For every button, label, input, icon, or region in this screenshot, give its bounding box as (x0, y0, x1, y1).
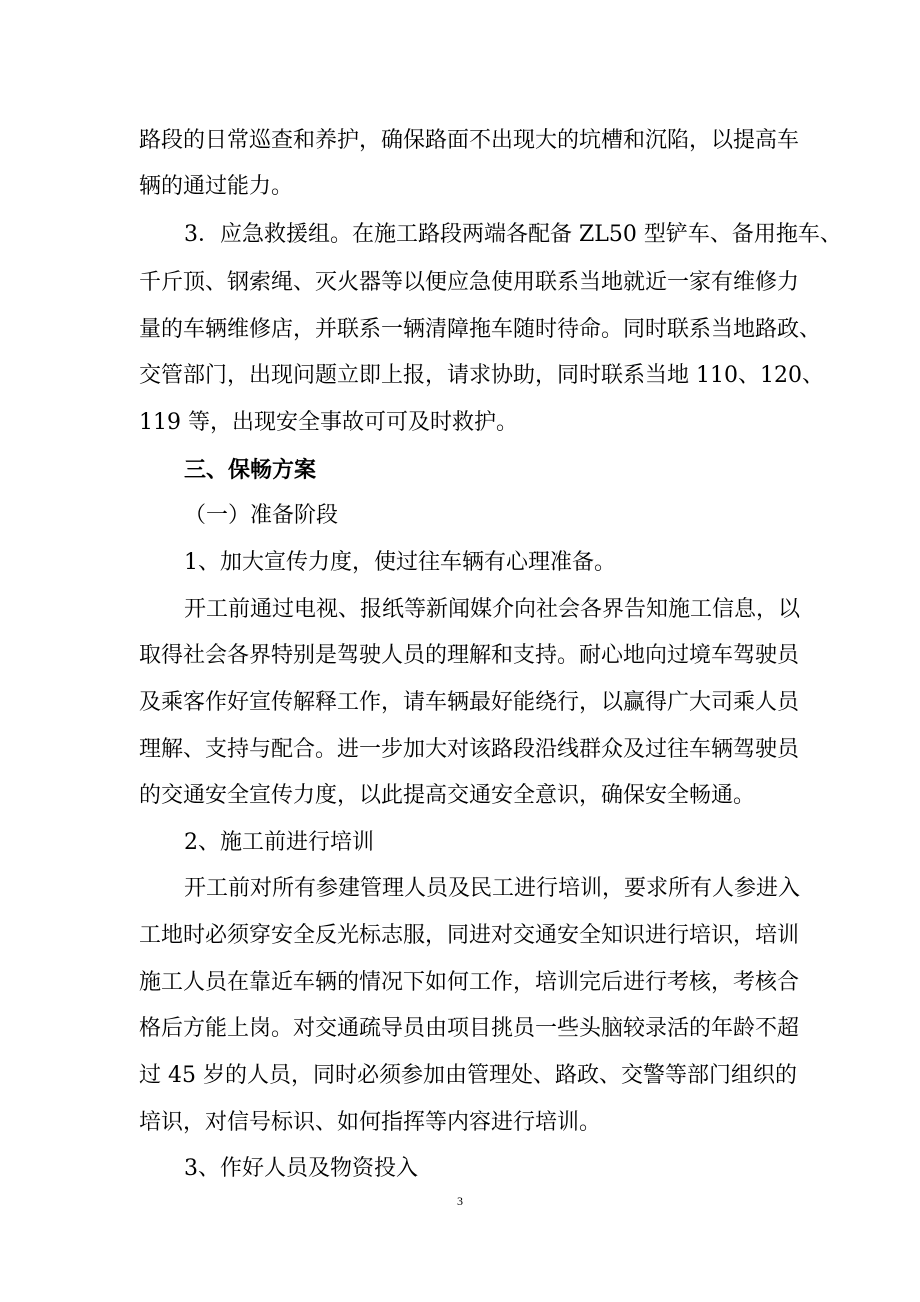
body-text-line: 格后方能上岗。对交通疏导员由项目挑员一些头脑较录活的年龄不超 (139, 1016, 800, 1041)
body-text-line: 辆的通过能力。 (139, 174, 294, 199)
body-text-line: 3．应急救援组。在施工路段两端各配备 ZL50 型铲车、备用拖车、 (184, 222, 842, 247)
body-text-line: 的交通安全宣传力度，以此提高交通安全意识，确保安全畅通。 (139, 783, 756, 808)
body-text-line: 119 等，出现安全事故可可及时救护。 (139, 410, 518, 435)
item-heading: 3、作好人员及物资投入 (184, 1156, 418, 1181)
body-text-line: 千斤顶、钢索绳、灭火器等以便应急使用联系当地就近一家有维修力 (139, 270, 800, 295)
item-heading: 1、加大宣传力度，使过往车辆有心理准备。 (184, 550, 616, 575)
body-text-line: 量的车辆维修店，并联系一辆清障拖车随时待命。同时联系当地路政、 (139, 317, 822, 342)
item-heading: 2、施工前进行培训 (184, 830, 374, 855)
page-number: 3 (457, 1194, 463, 1208)
body-text-line: 及乘客作好宣传解释工作，请车辆最好能绕行，以赢得广大司乘人员 (139, 690, 800, 715)
section-heading: 三、保畅方案 (184, 457, 317, 483)
body-text-line: 施工人员在靠近车辆的情况下如何工作，培训完后进行考核，考核合 (139, 970, 800, 995)
body-text-line: 开工前通过电视、报纸等新闻媒介向社会各界告知施工信息，以 (184, 597, 801, 622)
body-text-line: 理解、支持与配合。进一步加大对该路段沿线群众及过往车辆驾驶员 (139, 737, 800, 762)
body-text-line: 开工前对所有参建管理人员及民工进行培训，要求所有人参进入 (184, 876, 801, 901)
body-text-line: 工地时必须穿安全反光标志服，同进对交通安全知识进行培识，培训 (139, 923, 800, 948)
body-text-line: 培识，对信号标识、如何指挥等内容进行培训。 (139, 1110, 602, 1135)
body-text-line: 过 45 岁的人员，同时必须参加由管理处、路政、交警等部门组织的 (139, 1063, 797, 1088)
body-text-line: 取得社会各界特别是驾驶人员的理解和支持。耐心地向过境车驾驶员 (139, 643, 800, 668)
body-text-line: 交管部门，出现问题立即上报，请求协助，同时联系当地 110、120、 (139, 363, 824, 388)
body-text-line: 路段的日常巡查和养护，确保路面不出现大的坑槽和沉陷，以提高车 (139, 128, 800, 153)
subsection-heading: （一）准备阶段 (184, 503, 339, 528)
